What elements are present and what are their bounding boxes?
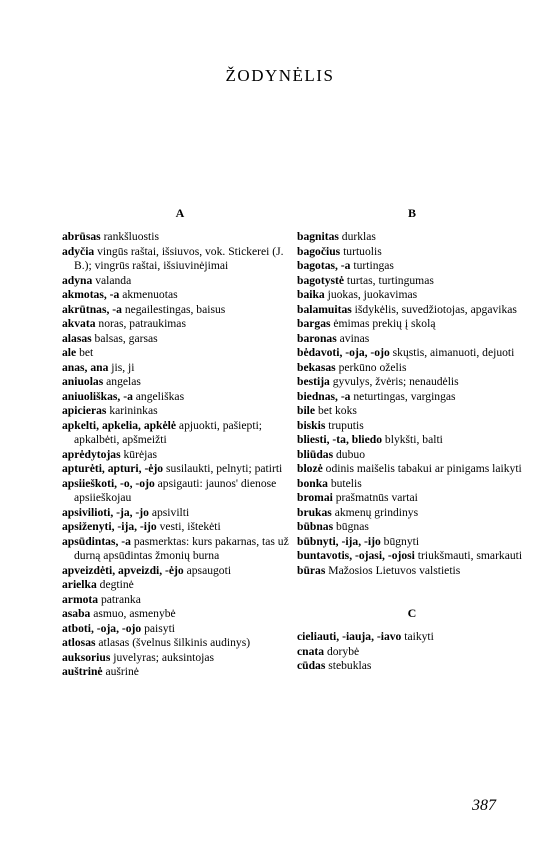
glossary-entry [62, 317, 298, 332]
glossary-entry [297, 491, 527, 506]
entry-definition: degtinė [96, 578, 134, 591]
glossary-entry [62, 390, 298, 405]
entry-term: baika [297, 288, 325, 301]
glossary-entry [62, 448, 298, 463]
entry-term: cieliauti, -iauja, -iavo [297, 630, 402, 643]
glossary-entry [297, 520, 527, 535]
entry-definition: akmenų grindinys [331, 505, 419, 519]
entry-definition: paisyti [141, 621, 176, 635]
entry-term: cūdas [297, 659, 326, 672]
entry-definition: blykšti, balti [382, 433, 443, 446]
glossary-entry [62, 622, 298, 637]
entry-definition: apsaugoti [183, 563, 232, 577]
glossary-entry [62, 346, 298, 361]
entry-definition: turtingas [350, 259, 394, 272]
entry-term: aniuolas [62, 375, 104, 388]
entry-term: bromai [297, 491, 333, 504]
entry-term: būbnas [297, 520, 334, 533]
glossary-entry [62, 332, 298, 347]
entry-term: bagotas, -a [297, 259, 351, 272]
entry-term: aniuoliškas, -a [62, 389, 133, 403]
entry-term: akrūtnas, -a [62, 302, 122, 316]
entry-definition: akmenuotas [119, 288, 178, 301]
glossary-entry [62, 651, 298, 666]
entry-term: blozė [297, 462, 323, 475]
entry-term: adyčia [62, 244, 95, 258]
entry-term: apsivilioti, -ja, -jo [62, 505, 149, 519]
glossary-entry [297, 564, 527, 579]
entry-term: apicieras [62, 404, 107, 417]
entry-term: bliūdas [297, 447, 334, 461]
entry-list-a [62, 230, 298, 680]
entry-definition: apjuokti, pašiepti; apkalbėti, apšmeižti [74, 418, 263, 446]
glossary-entry [297, 404, 527, 419]
glossary-entry [297, 274, 527, 289]
entry-term: apveizdėti, apveizdi, -ėjo [62, 563, 184, 577]
entry-definition: valanda [92, 273, 132, 287]
glossary-entry [62, 230, 298, 245]
entry-term: alasas [62, 331, 92, 345]
entry-term: bargas [297, 317, 331, 330]
entry-definition: durklas [338, 230, 376, 243]
entry-term: bagočius [297, 244, 341, 258]
glossary-entry [62, 419, 298, 448]
glossary-entry [297, 506, 527, 521]
glossary-entry [297, 462, 527, 477]
glossary-entry [297, 245, 527, 260]
glossary-entry [62, 245, 298, 274]
entry-term: adyna [62, 273, 93, 287]
entry-definition: balsas, garsas [91, 331, 158, 345]
entry-term: brukas [297, 505, 332, 519]
entry-term: ale [62, 346, 77, 359]
entry-definition: būgnyti [380, 534, 420, 548]
entry-definition: atlasas (švelnus šilkinis audinys) [95, 636, 251, 649]
entry-definition: perkūno oželis [335, 360, 407, 374]
glossary-entry [62, 303, 298, 318]
entry-definition: būgnas [333, 520, 369, 533]
glossary-entry [297, 375, 527, 390]
glossary-entry [62, 506, 298, 521]
entry-definition: vingūs raštai, išsiuvos, vok. Stickerei (J. B.); vingrūs raštai, išsiuvinėjimai [74, 244, 284, 272]
entry-list-b [297, 230, 527, 578]
glossary-entry [297, 317, 527, 332]
entry-term: bagnitas [297, 230, 339, 243]
glossary-column-right [297, 206, 527, 674]
glossary-entry [62, 564, 298, 579]
entry-term: bile [297, 404, 316, 417]
entry-term: atlosas [62, 636, 96, 649]
entry-term: biskis [297, 418, 326, 432]
entry-term: asaba [62, 607, 91, 620]
glossary-entry [297, 332, 527, 347]
entry-definition: bet [76, 346, 94, 359]
entry-term: bliesti, -ta, bliedo [297, 433, 383, 446]
glossary-entry [62, 535, 298, 564]
entry-definition: apsigauti: jaunos' dienose apsiieškojau [74, 476, 277, 504]
entry-definition: kūrėjas [120, 447, 157, 461]
glossary-entry [62, 636, 298, 651]
entry-definition: negailestingas, baisus [121, 302, 226, 316]
glossary-entry [297, 645, 527, 660]
section-letter-c: C [407, 606, 417, 620]
entry-definition: susilaukti, pelnyti; patirti [163, 462, 283, 475]
entry-term: bonka [297, 476, 328, 490]
glossary-column-left [62, 206, 298, 680]
entry-definition: ėmimas prekių į skolą [330, 317, 436, 330]
entry-definition: neturtingas, vargingas [350, 389, 456, 403]
glossary-entry [297, 390, 527, 405]
entry-term: apsiieškoti, -o, -ojo [62, 476, 155, 490]
entry-term: anas, ana [62, 360, 109, 374]
entry-term: apsiženyti, -ija, -ijo [62, 520, 157, 533]
entry-definition: turtuolis [340, 244, 382, 258]
glossary-entry [62, 361, 298, 376]
glossary-entry [62, 520, 298, 535]
entry-term: balamuitas [297, 302, 352, 316]
entry-definition: pasmerktas: kurs pakarnas, tas už durną apsūdintas žmonių burna [74, 534, 289, 562]
entry-definition: Mažosios Lietuvos valstietis [325, 563, 461, 577]
glossary-entry [297, 448, 527, 463]
entry-term: auštrinė [62, 665, 103, 678]
glossary-entry [297, 549, 527, 564]
entry-term: akvata [62, 317, 96, 330]
glossary-entry [62, 578, 298, 593]
glossary-entry [297, 361, 527, 376]
entry-definition: noras, patraukimas [95, 317, 186, 330]
entry-term: abrūsas [62, 230, 101, 243]
entry-term: atboti, -oja, -ojo [62, 621, 142, 635]
entry-term: bekasas [297, 360, 336, 374]
entry-definition: truputis [325, 418, 364, 432]
glossary-entry [297, 477, 527, 492]
entry-term: bestija [297, 375, 330, 388]
glossary-entry [62, 404, 298, 419]
glossary-entry [297, 230, 527, 245]
entry-term: cnata [297, 644, 325, 658]
glossary-entry [297, 303, 527, 318]
entry-definition: triukšmauti, smarkauti [414, 549, 523, 562]
glossary-entry [297, 346, 527, 361]
entry-definition: jis, ji [108, 360, 135, 374]
glossary-entry [62, 288, 298, 303]
entry-definition: prašmatnūs vartai [332, 491, 418, 504]
entry-definition: vesti, ištekėti [156, 520, 221, 533]
glossary-entry [62, 477, 298, 506]
entry-term: būras [297, 563, 326, 577]
glossary-entry [297, 433, 527, 448]
glossary-entry [62, 593, 298, 608]
entry-term: būbnyti, -ija, -ijo [297, 534, 381, 548]
glossary-entry [297, 659, 527, 674]
glossary-entry [62, 665, 298, 680]
entry-term: aprėdytojas [62, 447, 121, 461]
entry-definition: turtas, turtingumas [344, 273, 434, 287]
entry-term: biednas, -a [297, 389, 351, 403]
glossary-entry [297, 288, 527, 303]
entry-definition: taikyti [401, 630, 434, 643]
entry-definition: juvelyras; auksintojas [110, 650, 215, 664]
entry-definition: patranka [98, 592, 141, 606]
entry-term: bėdavoti, -oja, -ojo [297, 346, 390, 359]
entry-term: apturėti, apturi, -ėjo [62, 462, 164, 475]
entry-term: bagotystė [297, 273, 345, 287]
glossary-entry [297, 630, 527, 645]
page-number: 387 [472, 797, 496, 814]
entry-definition: rankšluostis [100, 230, 159, 243]
entry-term: buntavotis, -ojasi, -ojosi [297, 549, 415, 562]
entry-definition: gyvulys, žvėris; nenaudėlis [329, 375, 459, 388]
entry-list-c [297, 630, 527, 674]
entry-term: akmotas, -a [62, 288, 120, 301]
entry-term: auksorius [62, 650, 111, 664]
entry-term: armota [62, 592, 99, 606]
entry-definition: angelas [103, 375, 141, 388]
entry-definition: avinas [336, 331, 370, 345]
glossary-entry [297, 419, 527, 434]
entry-definition: išdykėlis, suvedžiotojas, apgavikas [351, 302, 517, 316]
glossary-entry [62, 607, 298, 622]
entry-definition: odinis maišelis tabakui ar pinigams laikyti [322, 462, 522, 475]
glossary-entry [62, 375, 298, 390]
page-title: ŽODYNĖLIS [225, 66, 335, 85]
glossary-entry [62, 462, 298, 477]
entry-definition: karininkas [106, 404, 158, 417]
entry-definition: stebuklas [325, 659, 372, 672]
entry-definition: angeliškas [132, 389, 185, 403]
entry-definition: bet koks [315, 404, 357, 417]
section-letter-a: A [175, 206, 185, 220]
section-letter-b: B [407, 206, 416, 220]
entry-term: apsūdintas, -a [62, 534, 131, 548]
glossary-entry [62, 274, 298, 289]
entry-definition: dorybė [324, 644, 360, 658]
entry-definition: juokas, juokavimas [324, 288, 418, 301]
entry-definition: butelis [327, 476, 362, 490]
entry-definition: apsivilti [148, 505, 190, 519]
entry-term: apkelti, apkelia, apkėlė [62, 418, 177, 432]
entry-term: arielka [62, 578, 97, 591]
glossary-entry [297, 259, 527, 274]
entry-definition: aušrinė [102, 665, 139, 678]
entry-term: baronas [297, 331, 337, 345]
entry-definition: skųstis, aimanuoti, dejuoti [389, 346, 515, 359]
glossary-entry [297, 535, 527, 550]
entry-definition: dubuo [333, 447, 365, 461]
entry-definition: asmuo, asmenybė [90, 607, 176, 620]
